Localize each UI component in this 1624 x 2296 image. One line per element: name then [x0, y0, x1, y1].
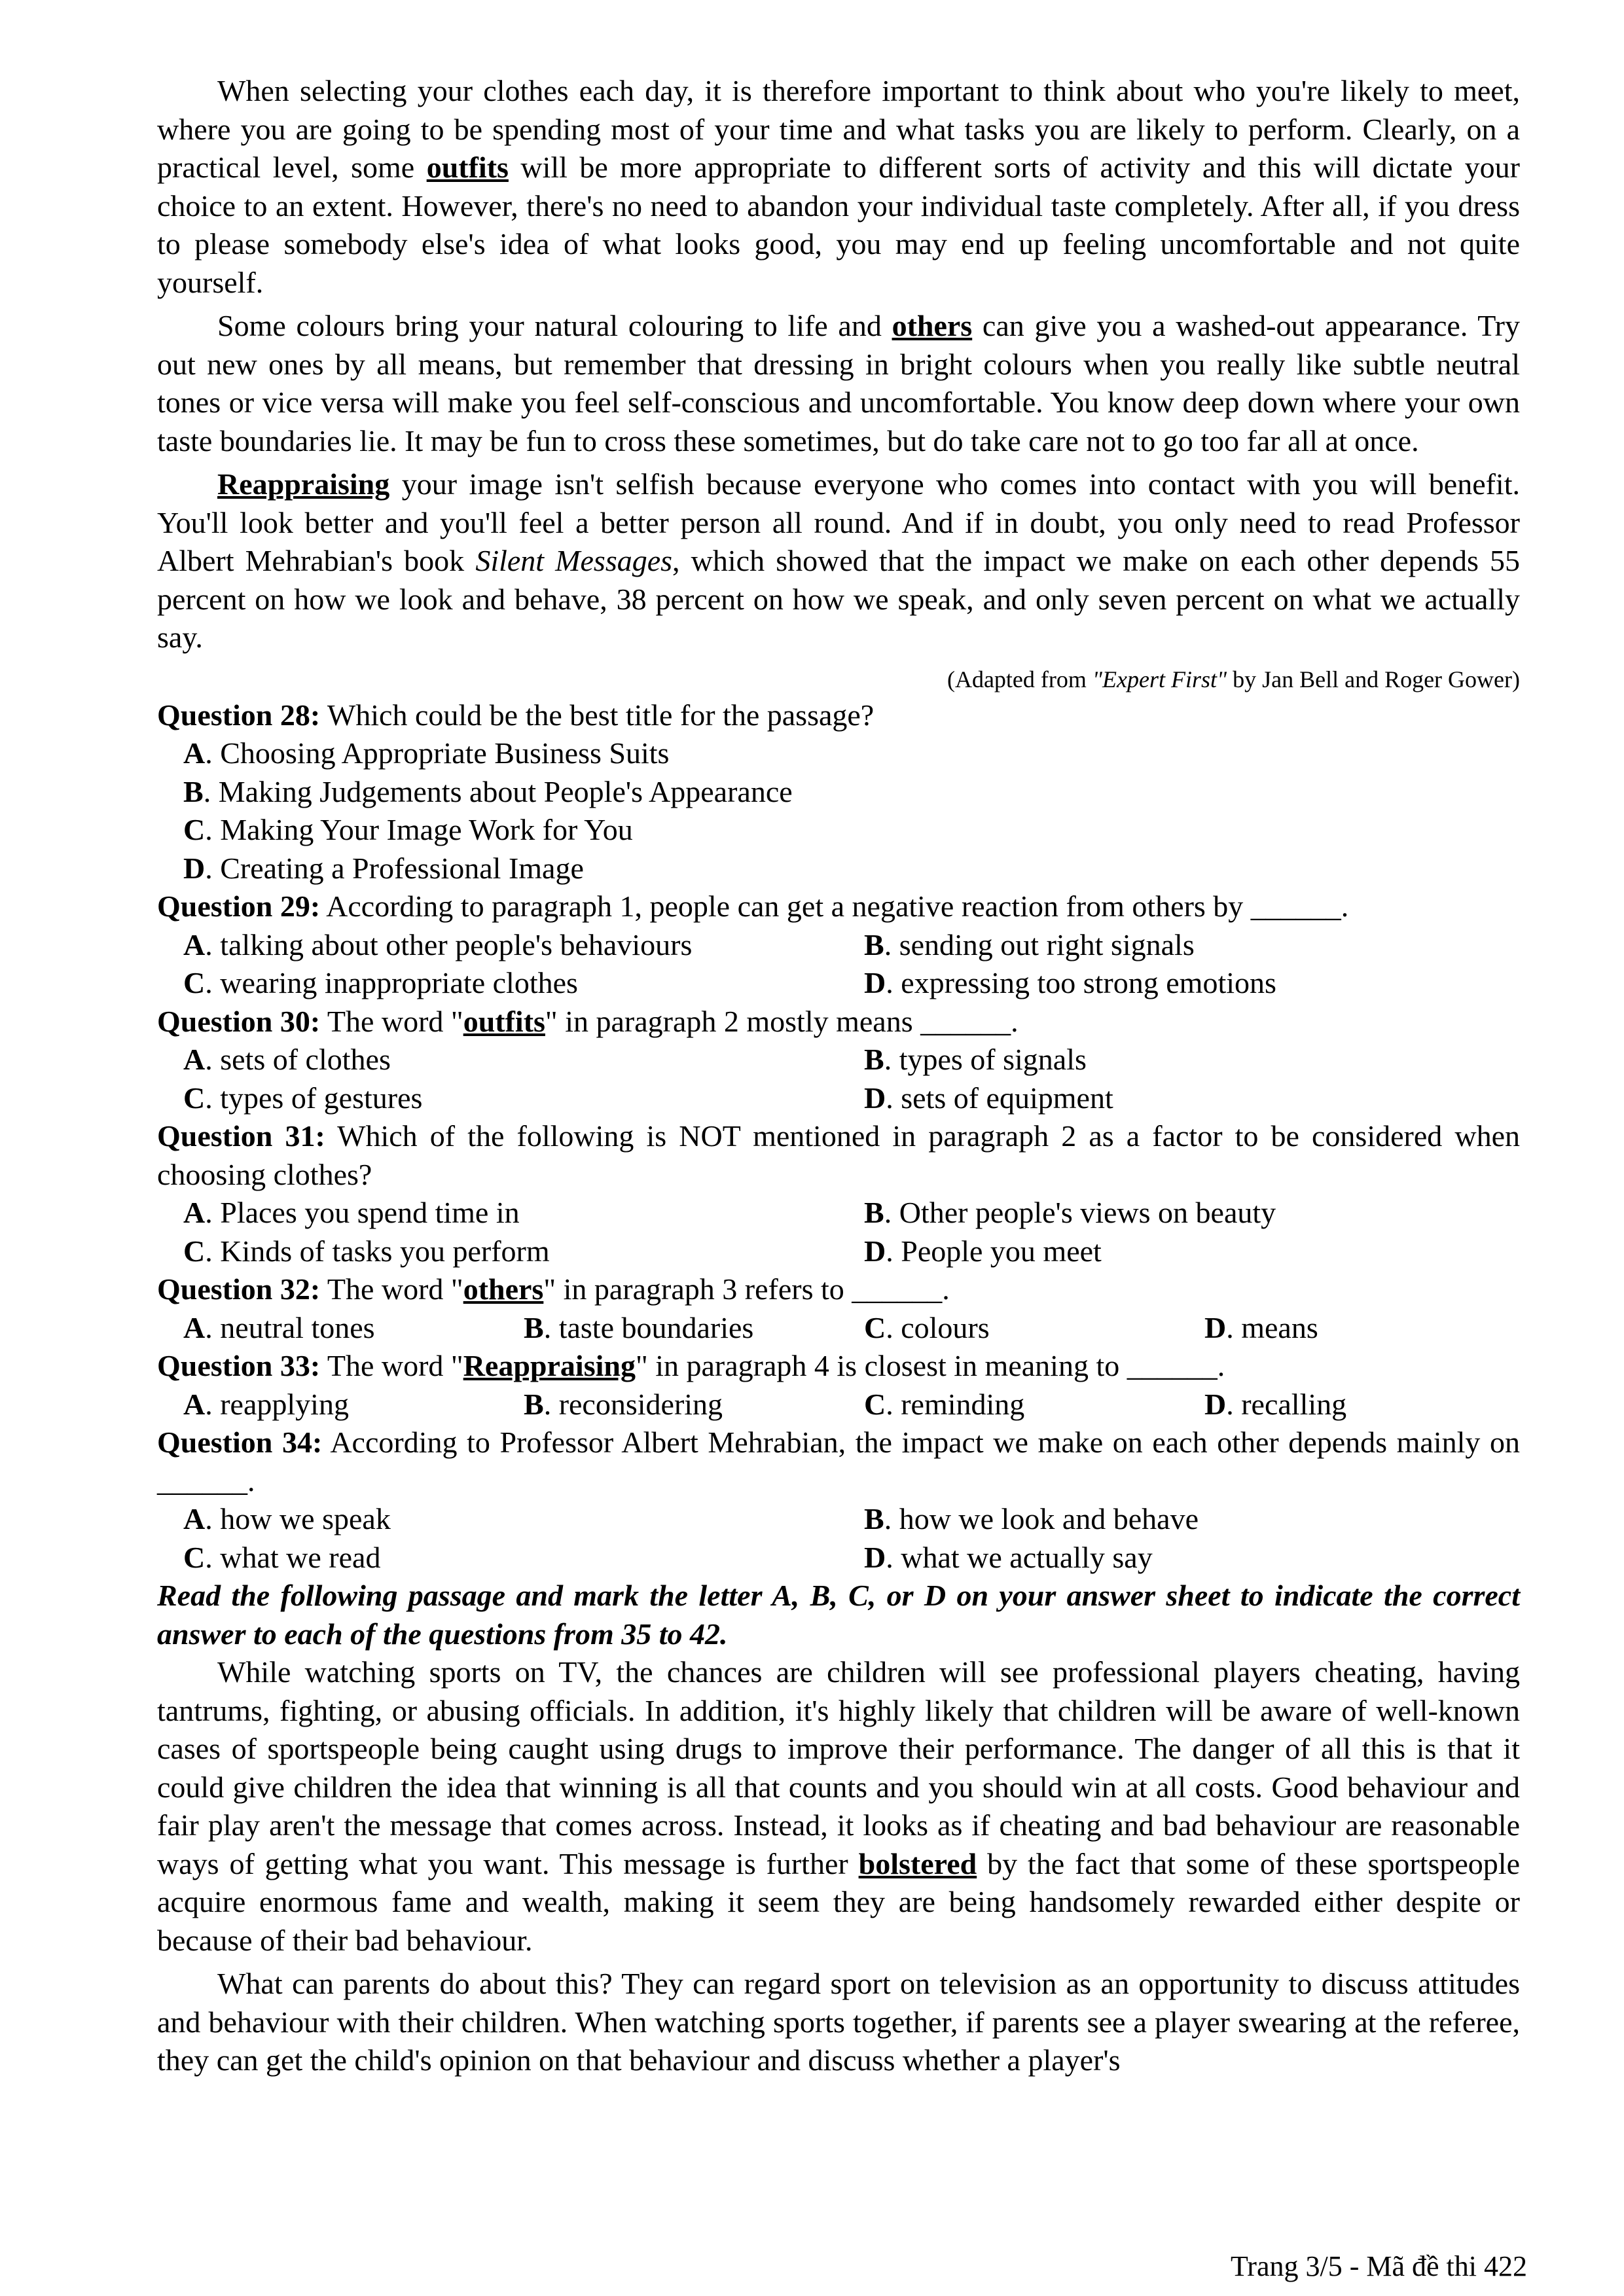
option-text: . People you meet [886, 1234, 1102, 1268]
question-text: According to Professor Albert Mehrabian, the impact we make on each other depends mainly on ______. [157, 1426, 1520, 1498]
question-stem [157, 888, 1520, 926]
option-a[interactable] [183, 1500, 864, 1539]
option-text: . sets of equipment [886, 1081, 1113, 1115]
option-text: . Making Your Image Work for You [205, 813, 633, 846]
question-text: The word " [320, 1272, 463, 1306]
question-text: Which of the following is NOT mentioned in paragraph 2 as a factor to be considered when choosing clothes? [157, 1119, 1521, 1191]
passage-paragraph: What can parents do about this? They can regard sport on television as an opportunity to discuss attitudes and behaviour with their children. When watching sports together, if parents see a player swearing at the referee, they can get the child's opinion on that behaviour and discuss whether a player's [157, 1967, 1520, 2077]
option-text: . types of signals [884, 1043, 1087, 1076]
option-letter: D [1204, 1387, 1227, 1421]
question-text: " in paragraph 2 mostly means ______. [545, 1004, 1019, 1038]
option-text: . Making Judgements about People's Appearance [203, 774, 793, 808]
option-b[interactable] [864, 1041, 1520, 1079]
option-letter: B [864, 1043, 884, 1076]
question-text: The word " [320, 1004, 463, 1038]
option-letter: A [183, 736, 206, 770]
option-letter: A [183, 1196, 206, 1229]
question-stem [157, 1347, 1520, 1386]
option-a[interactable] [183, 734, 1520, 773]
paragraph-text: , which showed that the impact we make on each other depends 55 percent on how we look and behave, 38 percent on how we speak, and only seven percent on what we actually say. [157, 544, 1520, 654]
option-d[interactable] [1204, 1386, 1520, 1424]
option-text: . what we read [205, 1540, 381, 1574]
question-31 [157, 1117, 1520, 1270]
option-letter: B [524, 1310, 544, 1344]
option-letter: D [864, 1234, 886, 1268]
option-text: . Places you spend time in [205, 1196, 520, 1229]
question-number: Question 28: [157, 698, 321, 732]
question-stem [157, 1270, 1520, 1309]
citation-text: (Adapted from [947, 666, 1092, 692]
option-b[interactable] [864, 1500, 1520, 1539]
option-letter: D [183, 851, 206, 885]
answer-options [157, 1309, 1520, 1348]
paragraph-text: can give you a washed-out appearance. Try out new ones by all means, but remember that dressing in bright colours when you really like subtle neutral tones or vice versa will make you feel self-conscious and uncomfortable. You know deep down where your own taste boundaries lie. It may be fun to cross these sometimes, but do take care not to go too far all at once. [157, 309, 1520, 457]
option-d[interactable] [864, 1079, 1520, 1118]
option-text: . reconsidering [543, 1387, 723, 1421]
answer-options [157, 1386, 1520, 1424]
option-c[interactable] [183, 1079, 864, 1118]
option-letter: B [183, 774, 204, 808]
option-letter: A [183, 1502, 206, 1535]
question-32 [157, 1270, 1520, 1347]
page-footer: Trang 3/5 - Mã đề thi 422 [1230, 2250, 1527, 2282]
option-a[interactable] [183, 1309, 524, 1348]
option-text: . colours [886, 1310, 990, 1344]
citation-book: "Expert First" [1092, 666, 1227, 692]
paragraph-text: When selecting your clothes each day, it is therefore important to think about who you're likely to meet, where you are going to be spending most of your time and what tasks you are likely to perform. Clearly, on a practical level, some [157, 74, 1520, 184]
option-a[interactable] [183, 926, 864, 965]
option-text: . taste boundaries [543, 1310, 754, 1344]
option-text: . neutral tones [205, 1310, 375, 1344]
option-text: . wearing inappropriate clothes [205, 966, 578, 999]
option-d[interactable] [864, 964, 1520, 1003]
option-text: . recalling [1226, 1387, 1347, 1421]
paragraph-text: your image isn't selfish because everyone who comes into contact with you will benefit. You'll look better and you'll feel a better person all round. And if in doubt, you only need to read Professor Albert Mehrabian's book [157, 467, 1520, 577]
option-letter: B [524, 1387, 544, 1421]
book-title: Silent Messages [475, 544, 673, 577]
question-number: Question 34: [157, 1426, 323, 1459]
answer-options [157, 734, 1520, 888]
option-letter: A [183, 1043, 206, 1076]
underlined-word: outfits [426, 151, 509, 184]
option-text: . sending out right signals [884, 927, 1195, 961]
passage-paragraph [157, 72, 1520, 302]
option-b[interactable] [183, 773, 1520, 812]
question-text: The word " [320, 1349, 463, 1382]
option-letter: C [183, 1540, 206, 1574]
option-c[interactable] [183, 964, 864, 1003]
option-letter: A [183, 1310, 206, 1344]
underlined-word: others [463, 1272, 544, 1306]
question-stem [157, 696, 1520, 735]
option-d[interactable] [864, 1232, 1520, 1271]
option-b[interactable] [524, 1309, 864, 1348]
question-number: Question 31: [157, 1119, 325, 1153]
option-c[interactable] [183, 1539, 864, 1577]
option-text: . Choosing Appropriate Business Suits [205, 736, 670, 770]
question-stem [157, 1424, 1520, 1500]
option-text: . sets of clothes [205, 1043, 391, 1076]
question-33 [157, 1347, 1520, 1424]
option-letter: C [183, 1234, 206, 1268]
question-text: According to paragraph 1, people can get a negative reaction from others by ______. [320, 889, 1349, 923]
option-a[interactable] [183, 1194, 864, 1232]
answer-options [157, 1194, 1520, 1270]
option-b[interactable] [524, 1386, 864, 1424]
option-text: . reminding [886, 1387, 1025, 1421]
option-text: . expressing too strong emotions [886, 966, 1276, 999]
answer-options [157, 1041, 1520, 1117]
answer-options [157, 1500, 1520, 1577]
paragraph-text: will be more appropriate to different sorts of activity and this will dictate your choice to an extent. However, there's no need to abandon your individual taste completely. After all, if you dress to please somebody else's idea of what looks good, you may end up feeling uncomfortable and not quite yourself. [157, 151, 1521, 299]
question-number: Question 30: [157, 1004, 321, 1038]
option-letter: D [864, 1540, 886, 1574]
question-number: Question 29: [157, 889, 321, 923]
option-c[interactable] [183, 811, 1520, 850]
exam-page [157, 72, 1520, 2085]
option-text: . Kinds of tasks you perform [205, 1234, 550, 1268]
citation-text: by Jan Bell and Roger Gower) [1227, 666, 1520, 692]
question-34 [157, 1424, 1520, 1577]
paragraph-text: Some colours bring your natural colouring to life and [217, 309, 892, 342]
question-stem [157, 1003, 1520, 1041]
option-letter: C [183, 1081, 206, 1115]
option-text: . Creating a Professional Image [205, 851, 584, 885]
option-letter: B [864, 1196, 884, 1229]
paragraph-text: While watching sports on TV, the chances are children will see professional players cheating, having tantrums, fighting, or abusing officials. In addition, it's highly likely that children will be aware of well-known cases of sportspeople being caught using drugs to improve their performance. The danger of all this is that it could give children the idea that winning is all that counts and you should win at all costs. Good behaviour and fair play aren't the message that comes across. Instead, it looks as if cheating and bad behaviour are reasonable ways of getting what you want. This message is further [157, 1655, 1520, 1880]
option-b[interactable] [864, 926, 1520, 965]
section-instruction: Read the following passage and mark the letter A, B, C, or D on your answer sheet to indicate the correct answer to each of the questions from 35 to 42. [157, 1579, 1520, 1651]
option-a[interactable] [183, 1386, 524, 1424]
option-text: . reapplying [205, 1387, 349, 1421]
option-text: . how we speak [205, 1502, 391, 1535]
question-text: Which could be the best title for the passage? [320, 698, 875, 732]
passage-paragraph [157, 465, 1520, 657]
option-b[interactable] [864, 1194, 1520, 1232]
option-letter: C [183, 966, 206, 999]
option-text: . talking about other people's behaviours [205, 927, 693, 961]
option-text: . what we actually say [886, 1540, 1153, 1574]
paragraph-text: by the fact that some of these sportspeople acquire enormous fame and wealth, making it seem they are being handsomely rewarded either despite or because of their bad behaviour. [157, 1846, 1520, 1957]
option-letter: D [1204, 1310, 1227, 1344]
option-c[interactable] [864, 1386, 1204, 1424]
underlined-word: others [892, 309, 973, 342]
option-d[interactable] [183, 850, 1520, 888]
question-29 [157, 888, 1520, 1003]
option-letter: B [864, 1502, 884, 1535]
question-28 [157, 696, 1520, 888]
underlined-word: bolstered [858, 1846, 977, 1880]
option-text: . means [1226, 1310, 1318, 1344]
question-text: " in paragraph 3 refers to ______. [543, 1272, 950, 1306]
passage-paragraph [157, 307, 1520, 460]
option-c[interactable] [183, 1232, 864, 1271]
option-text: . Other people's views on beauty [884, 1196, 1276, 1229]
passage-paragraph [157, 1653, 1520, 1960]
option-letter: C [864, 1310, 886, 1344]
source-citation [157, 662, 1520, 696]
question-number: Question 32: [157, 1272, 321, 1306]
option-text: . types of gestures [205, 1081, 423, 1115]
option-letter: B [864, 927, 884, 961]
option-d[interactable] [864, 1539, 1520, 1577]
underlined-word: Reappraising [463, 1349, 636, 1382]
option-letter: C [864, 1387, 886, 1421]
question-number: Question 33: [157, 1349, 321, 1382]
question-stem [157, 1117, 1520, 1194]
option-letter: A [183, 927, 206, 961]
option-d[interactable] [1204, 1309, 1520, 1348]
option-letter: D [864, 966, 886, 999]
question-30 [157, 1003, 1520, 1118]
option-letter: C [183, 813, 206, 846]
option-letter: A [183, 1387, 206, 1421]
answer-options [157, 926, 1520, 1003]
option-letter: D [864, 1081, 886, 1115]
option-c[interactable] [864, 1309, 1204, 1348]
underlined-word: Reappraising [217, 467, 390, 501]
option-a[interactable] [183, 1041, 864, 1079]
underlined-word: outfits [463, 1004, 545, 1038]
question-text: " in paragraph 4 is closest in meaning to ______. [635, 1349, 1225, 1382]
option-text: . how we look and behave [884, 1502, 1199, 1535]
